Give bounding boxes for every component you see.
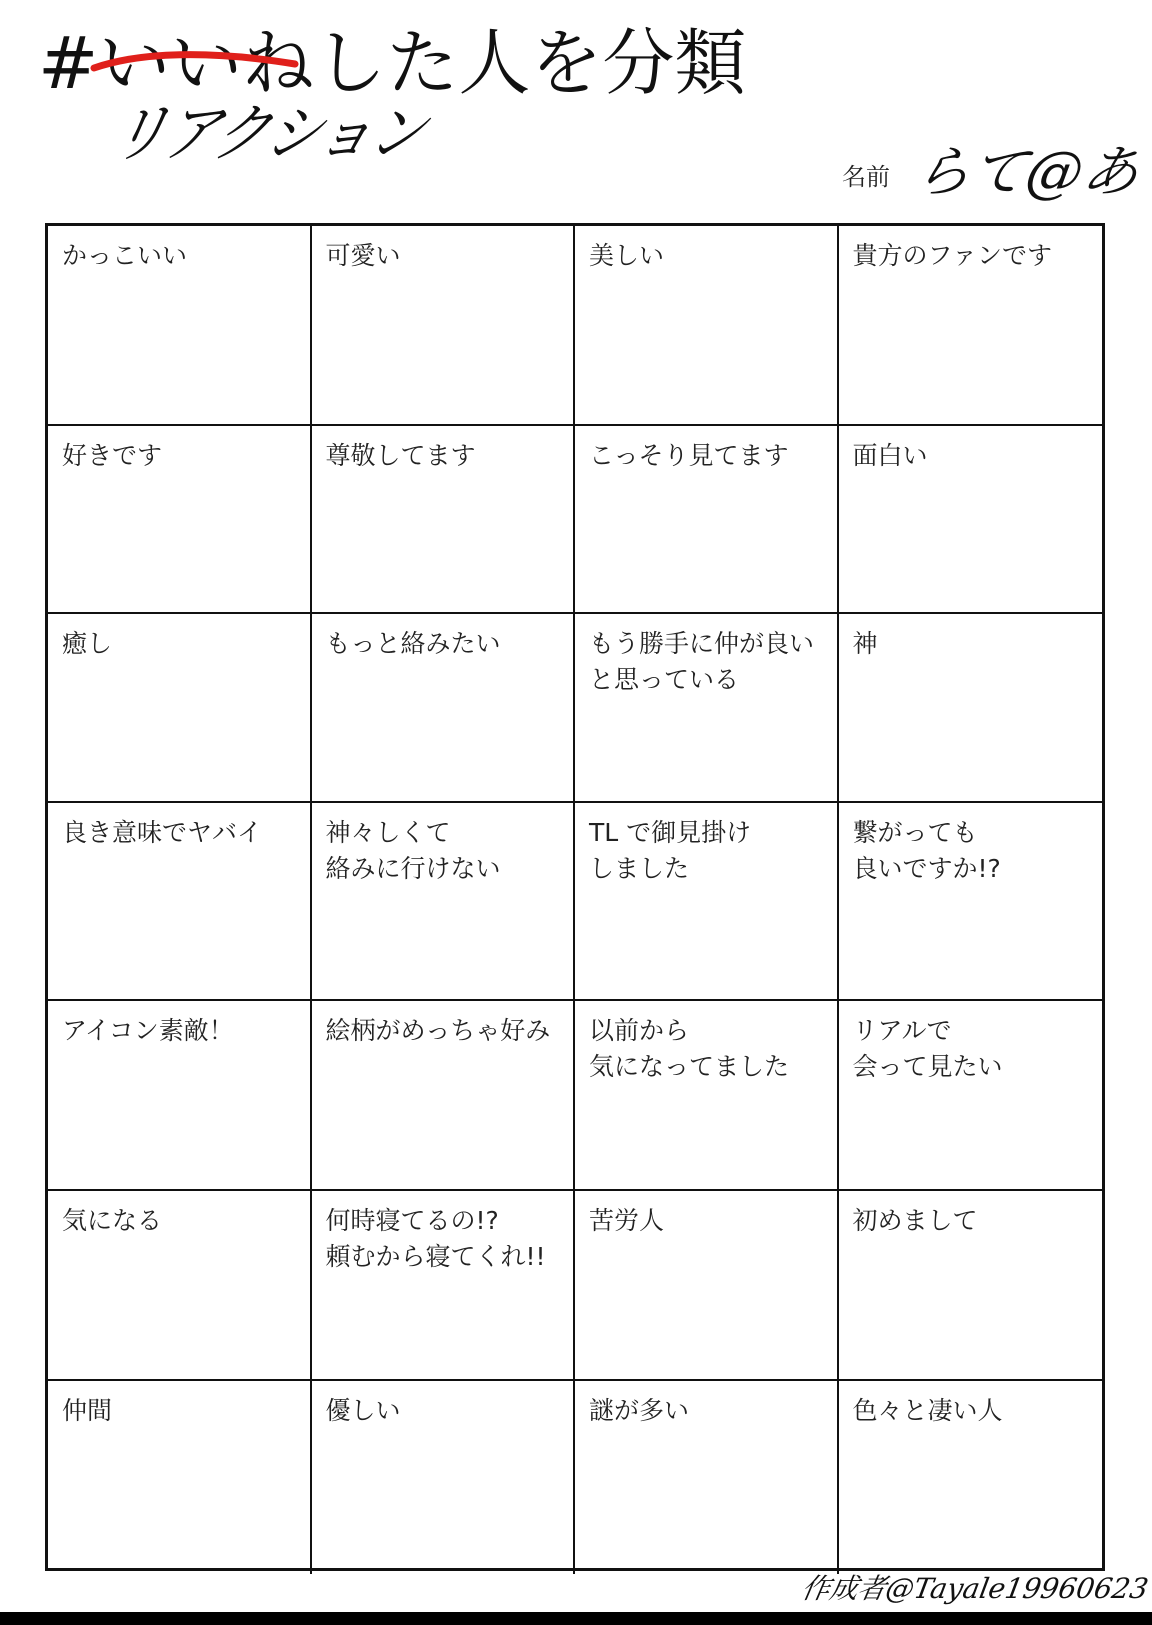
grid-cell: 以前から 気になってました: [575, 1001, 839, 1191]
title-rest: した人を分類: [314, 21, 747, 105]
grid-cell: 好きです: [48, 426, 312, 614]
grid-cell: 優しい: [312, 1381, 576, 1574]
grid-cell: 謎が多い: [575, 1381, 839, 1574]
grid-cell: 色々と凄い人: [852, 1396, 1003, 1425]
grid-cell: 癒し: [48, 614, 312, 803]
grid-cell: リアルで 会って見たい: [839, 1001, 1103, 1191]
grid-cell: 繋がっても 良いですか!?: [839, 803, 1103, 1001]
grid-cell: 何時寝てるの!? 頼むから寝てくれ!!: [312, 1191, 576, 1381]
grid-cell: かっこいい: [48, 226, 312, 426]
grid-cell: こっそり見てます: [575, 426, 839, 614]
grid-cell: TL で御見掛け しました: [575, 803, 839, 1001]
grid-cell: 絵柄がめっちゃ好み: [312, 1001, 576, 1191]
grid-cell: 良き意味でヤバイ: [48, 803, 312, 1001]
grid-cell: 尊敬してます: [312, 426, 576, 614]
author-credit: 作成者@Tayale19960623: [799, 1572, 1151, 1605]
grid-cell: 苦労人: [575, 1191, 839, 1381]
struck-word: いいね: [98, 21, 315, 105]
grid-cell: 初めまして: [839, 1191, 1103, 1381]
grid-cell: アイコン素敵！: [48, 1001, 312, 1191]
name-value: らて@あ: [909, 140, 1145, 205]
handwritten-reaction: リアクション: [104, 97, 430, 172]
grid-cell: 貴方のファンです: [839, 226, 1103, 426]
grid-cell: 神: [839, 614, 1103, 803]
grid-cell: 面白い: [839, 426, 1103, 614]
name-label: 名前: [842, 163, 890, 191]
strike-line: [94, 55, 295, 68]
grid-cell: もっと絡みたい: [312, 614, 576, 803]
title-hash: #: [38, 21, 99, 105]
grid-cell: 可愛い: [312, 226, 576, 426]
grid-cell: もう勝手に仲が良い と思っている: [575, 614, 839, 803]
grid-cell: 神々しくて 絡みに行けない: [312, 803, 576, 1001]
strikethrough-mark: [90, 38, 300, 88]
classification-grid: [45, 223, 1105, 1571]
grid-cell: 美しい: [575, 226, 839, 426]
grid-cell: 仲間: [48, 1381, 312, 1574]
bottom-bar: [0, 1612, 1152, 1625]
grid-cell: 気になる: [48, 1191, 312, 1381]
